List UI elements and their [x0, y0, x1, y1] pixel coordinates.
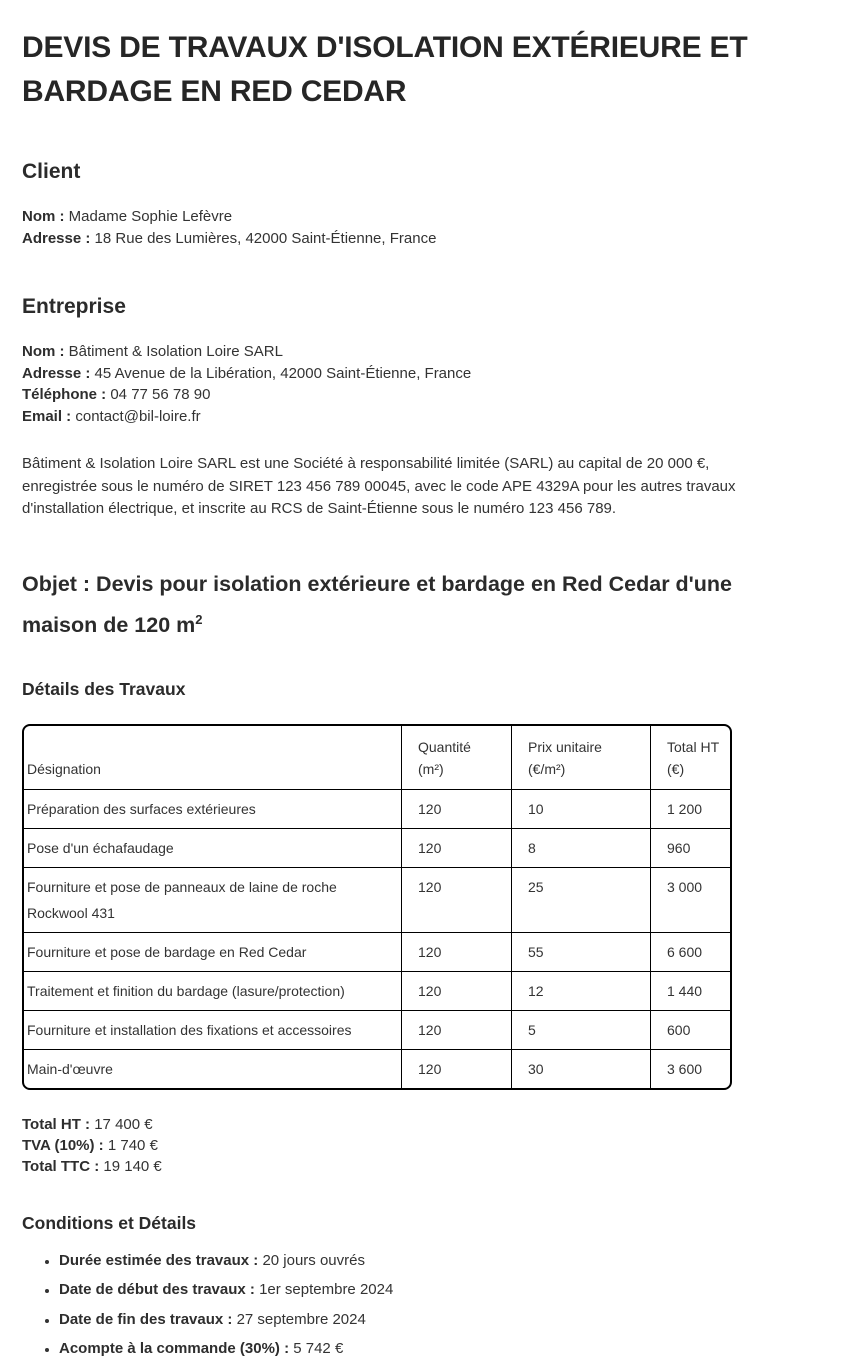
tva-label: TVA (10%) :	[22, 1136, 104, 1154]
table-row: Traitement et finition du bardage (lasure/protection) 120 12 1 440	[24, 972, 730, 1011]
company-phone-line	[22, 384, 774, 406]
client-address-label: Adresse :	[22, 229, 91, 247]
condition-label: Date de fin des travaux :	[59, 1310, 233, 1328]
header-prix-unitaire: Prix unitaire (€/m²)	[512, 726, 651, 790]
works-table	[22, 724, 732, 1090]
header-total-ht: Total HT (€)	[651, 726, 730, 790]
table-header-row	[24, 726, 730, 790]
company-phone-value: 04 77 56 78 90	[110, 386, 211, 403]
total-ttc-value: 19 140 €	[103, 1157, 162, 1175]
company-name-line	[22, 341, 774, 363]
list-item	[59, 1338, 774, 1359]
condition-label: Acompte à la commande (30%) :	[59, 1340, 290, 1358]
client-name-value: Madame Sophie Lefèvre	[68, 208, 233, 225]
table-row: Pose d'un échafaudage 120 8 960	[24, 829, 730, 868]
tva-line	[22, 1135, 774, 1156]
table-row: Fourniture et installation des fixations et accessoires 120 5 600	[24, 1011, 730, 1050]
total-ttc-line	[22, 1156, 774, 1177]
total-ht-line	[22, 1114, 774, 1135]
client-section-heading: Client	[22, 160, 81, 183]
company-email-value: contact@bil-loire.fr	[75, 407, 201, 425]
page-title: DEVIS DE TRAVAUX D'ISOLATION EXTÉRIEURE ET BARDAGE EN RED CEDAR	[22, 31, 748, 108]
company-description: Bâtiment & Isolation Loire SARL est une Société à responsabilité limitée (SARL) au capital de 20 000 €, enregistrée sous le numéro de SIRET 123 456 789 00045, avec le code APE 4329A pour les autres travaux d'installation électrique, et inscrite au RCS de Saint-Étienne sous le numéro 123 456 789.	[22, 455, 736, 517]
company-email-line	[22, 406, 774, 428]
total-ht-value: 17 400 €	[94, 1115, 153, 1133]
company-section-heading: Entreprise	[22, 295, 126, 318]
company-address-line	[22, 363, 774, 385]
condition-value: 5 742 €	[293, 1340, 344, 1358]
company-name-label: Nom :	[22, 343, 65, 360]
condition-value: 20 jours ouvrés	[262, 1251, 365, 1269]
company-email-label: Email :	[22, 407, 72, 425]
condition-label: Date de début des travaux :	[59, 1281, 255, 1299]
client-fields	[22, 206, 774, 249]
conditions-list	[22, 1250, 774, 1360]
totals-block	[22, 1114, 774, 1177]
table-row: Fourniture et pose de panneaux de laine de roche Rockwool 431 120 25 3 000	[24, 868, 730, 933]
objet-heading-text: Objet : Devis pour isolation extérieure et bardage en Red Cedar d'une maison de 120 m	[22, 571, 733, 637]
works-table-body	[24, 790, 730, 1088]
tva-value: 1 740 €	[107, 1136, 158, 1154]
total-ht-label: Total HT :	[22, 1115, 91, 1133]
objet-heading-superscript: 2	[195, 611, 203, 627]
objet-heading	[22, 567, 774, 643]
condition-value: 1er septembre 2024	[259, 1281, 394, 1299]
client-name-line	[22, 206, 774, 228]
list-item	[59, 1250, 774, 1271]
company-fields	[22, 341, 774, 427]
list-item	[59, 1279, 774, 1300]
table-row: Fourniture et pose de bardage en Red Cedar 120 55 6 600	[24, 933, 730, 972]
header-designation: Désignation	[24, 726, 402, 790]
header-quantite: Quantité (m²)	[402, 726, 512, 790]
client-address-value: 18 Rue des Lumières, 42000 Saint-Étienne, France	[94, 229, 437, 247]
works-table-header	[24, 726, 730, 790]
details-heading: Détails des Travaux	[22, 678, 186, 699]
total-ttc-label: Total TTC :	[22, 1157, 100, 1175]
company-address-label: Adresse :	[22, 364, 91, 382]
condition-value: 27 septembre 2024	[236, 1310, 366, 1328]
conditions-heading: Conditions et Détails	[22, 1212, 197, 1233]
company-name-value: Bâtiment & Isolation Loire SARL	[68, 343, 283, 360]
list-item	[59, 1309, 774, 1330]
table-row: Préparation des surfaces extérieures 120 10 1 200	[24, 790, 730, 829]
condition-label: Durée estimée des travaux :	[59, 1251, 259, 1269]
client-address-line	[22, 228, 774, 250]
client-name-label: Nom :	[22, 208, 65, 225]
company-address-value: 45 Avenue de la Libération, 42000 Saint-Étienne, France	[94, 364, 472, 382]
company-phone-label: Téléphone :	[22, 386, 107, 403]
table-row: Main-d'œuvre 120 30 3 600	[24, 1050, 730, 1088]
